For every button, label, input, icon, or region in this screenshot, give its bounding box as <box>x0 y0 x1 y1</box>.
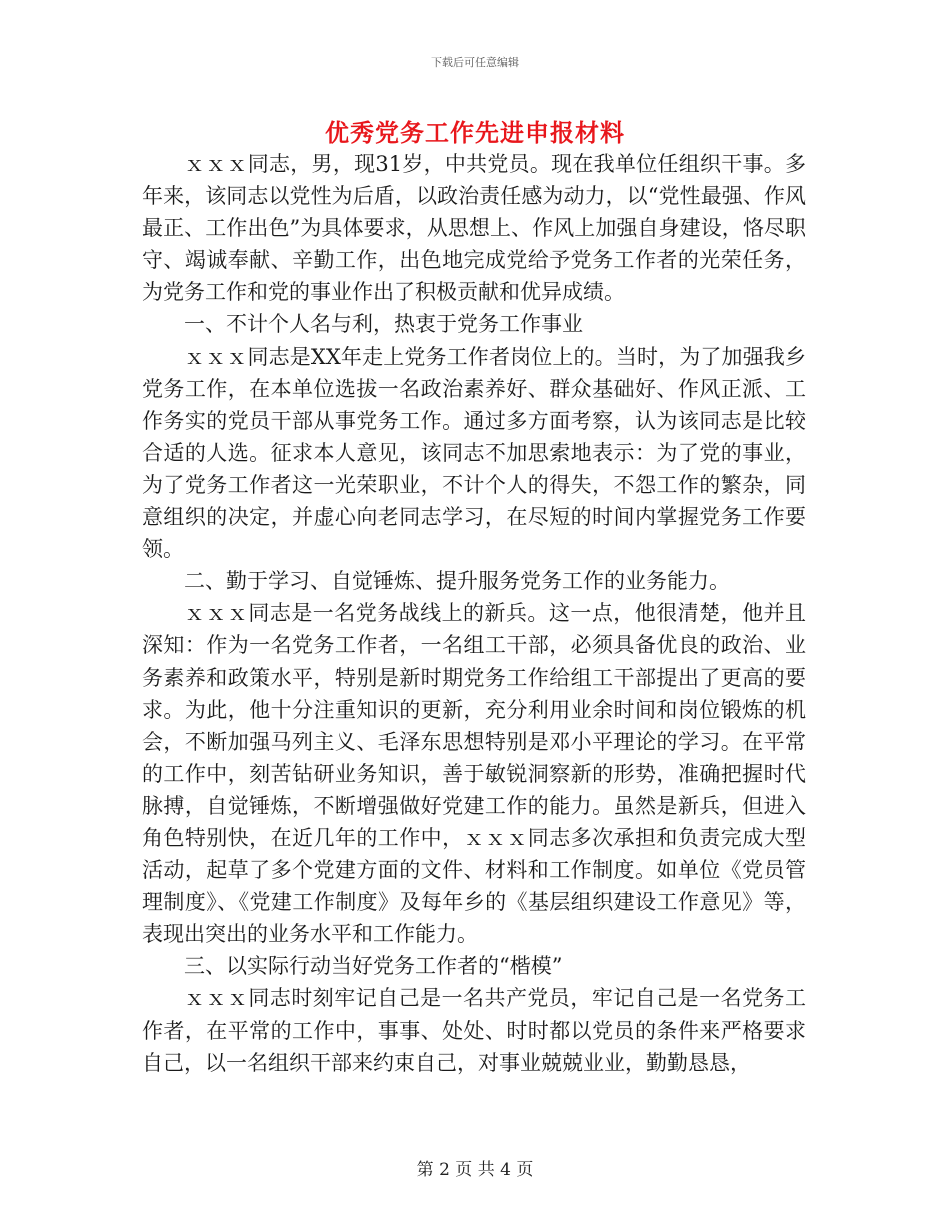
intro-paragraph: ｘｘｘ同志，男，现31岁，中共党员。现在我单位任组织干事。多年来，该同志以党性为后盾，以政治责任感为动力，以“党性最强、作风最正、工作出色”为具体要求，从思想上、作风上加强自身建设，恪尽职守、竭诚奉献、辛勤工作，出色地完成党给予党务工作者的光荣任务，为党务工作和党的事业作出了积极贡献和优异成绩。 <box>142 152 806 305</box>
header-note: 下载后可任意编辑 <box>431 56 519 69</box>
document-title: 优秀党务工作先进申报材料 <box>325 118 625 147</box>
section-2-paragraph: ｘｘｘ同志是一名党务战线上的新兵。这一点，他很清楚，他并且深知：作为一名党务工作者，一名组工干部，必须具备优良的政治、业务素养和政策水平，特别是新时期党务工作给组工干部提出了更高的要求。为此，他十分注重知识的更新，充分利用业余时间和岗位锻炼的机会，不断加强马列主义、毛泽东思想特别是邓小平理论的学习。在平常的工作中，刻苦钻研业务知识，善于敏锐洞察新的形势，准确把握时代脉搏，自觉锤炼，不断增强做好党建工作的能力。虽然是新兵，但进入角色特别快，在近几年的工作中，ｘｘｘ同志多次承担和负责完成大型活动，起草了多个党建方面的文件、材料和工作制度。如单位《党员管理制度》、《党建工作制度》及每年乡的《基层组织建设工作意见》等，表现出突出的业务水平和工作能力。 <box>142 601 806 947</box>
document-body <box>142 148 806 1079</box>
page-number: 第 2 页 共 4 页 <box>416 1160 534 1180</box>
section-heading-2: 二、勤于学习、自觉锤炼、提升服务党务工作的业务能力。 <box>184 569 730 594</box>
section-heading-3: 三、以实际行动当好党务工作者的“楷模” <box>184 954 563 979</box>
section-3-paragraph: ｘｘｘ同志时刻牢记自己是一名共产党员，牢记自己是一名党务工作者，在平常的工作中，事事、处处、时时都以党员的条件来严格要求自己，以一名组织干部来约束自己，对事业兢兢业业，勤勤恳恳， <box>142 986 806 1075</box>
section-1-paragraph: ｘｘｘ同志是XX年走上党务工作者岗位上的。当时，为了加强我乡党务工作，在本单位选拔一名政治素养好、群众基础好、作风正派、工作务实的党员干部从事党务工作。通过多方面考察，认为该同志是比较合适的人选。征求本人意见，该同志不加思索地表示：为了党的事业，为了党务工作者这一光荣职业，不计个人的得失，不怨工作的繁杂，同意组织的决定，并虚心向老同志学习，在尽短的时间内掌握党务工作要领。 <box>142 344 806 562</box>
section-heading-1: 一、不计个人名与利，热衷于党务工作事业 <box>184 312 583 337</box>
